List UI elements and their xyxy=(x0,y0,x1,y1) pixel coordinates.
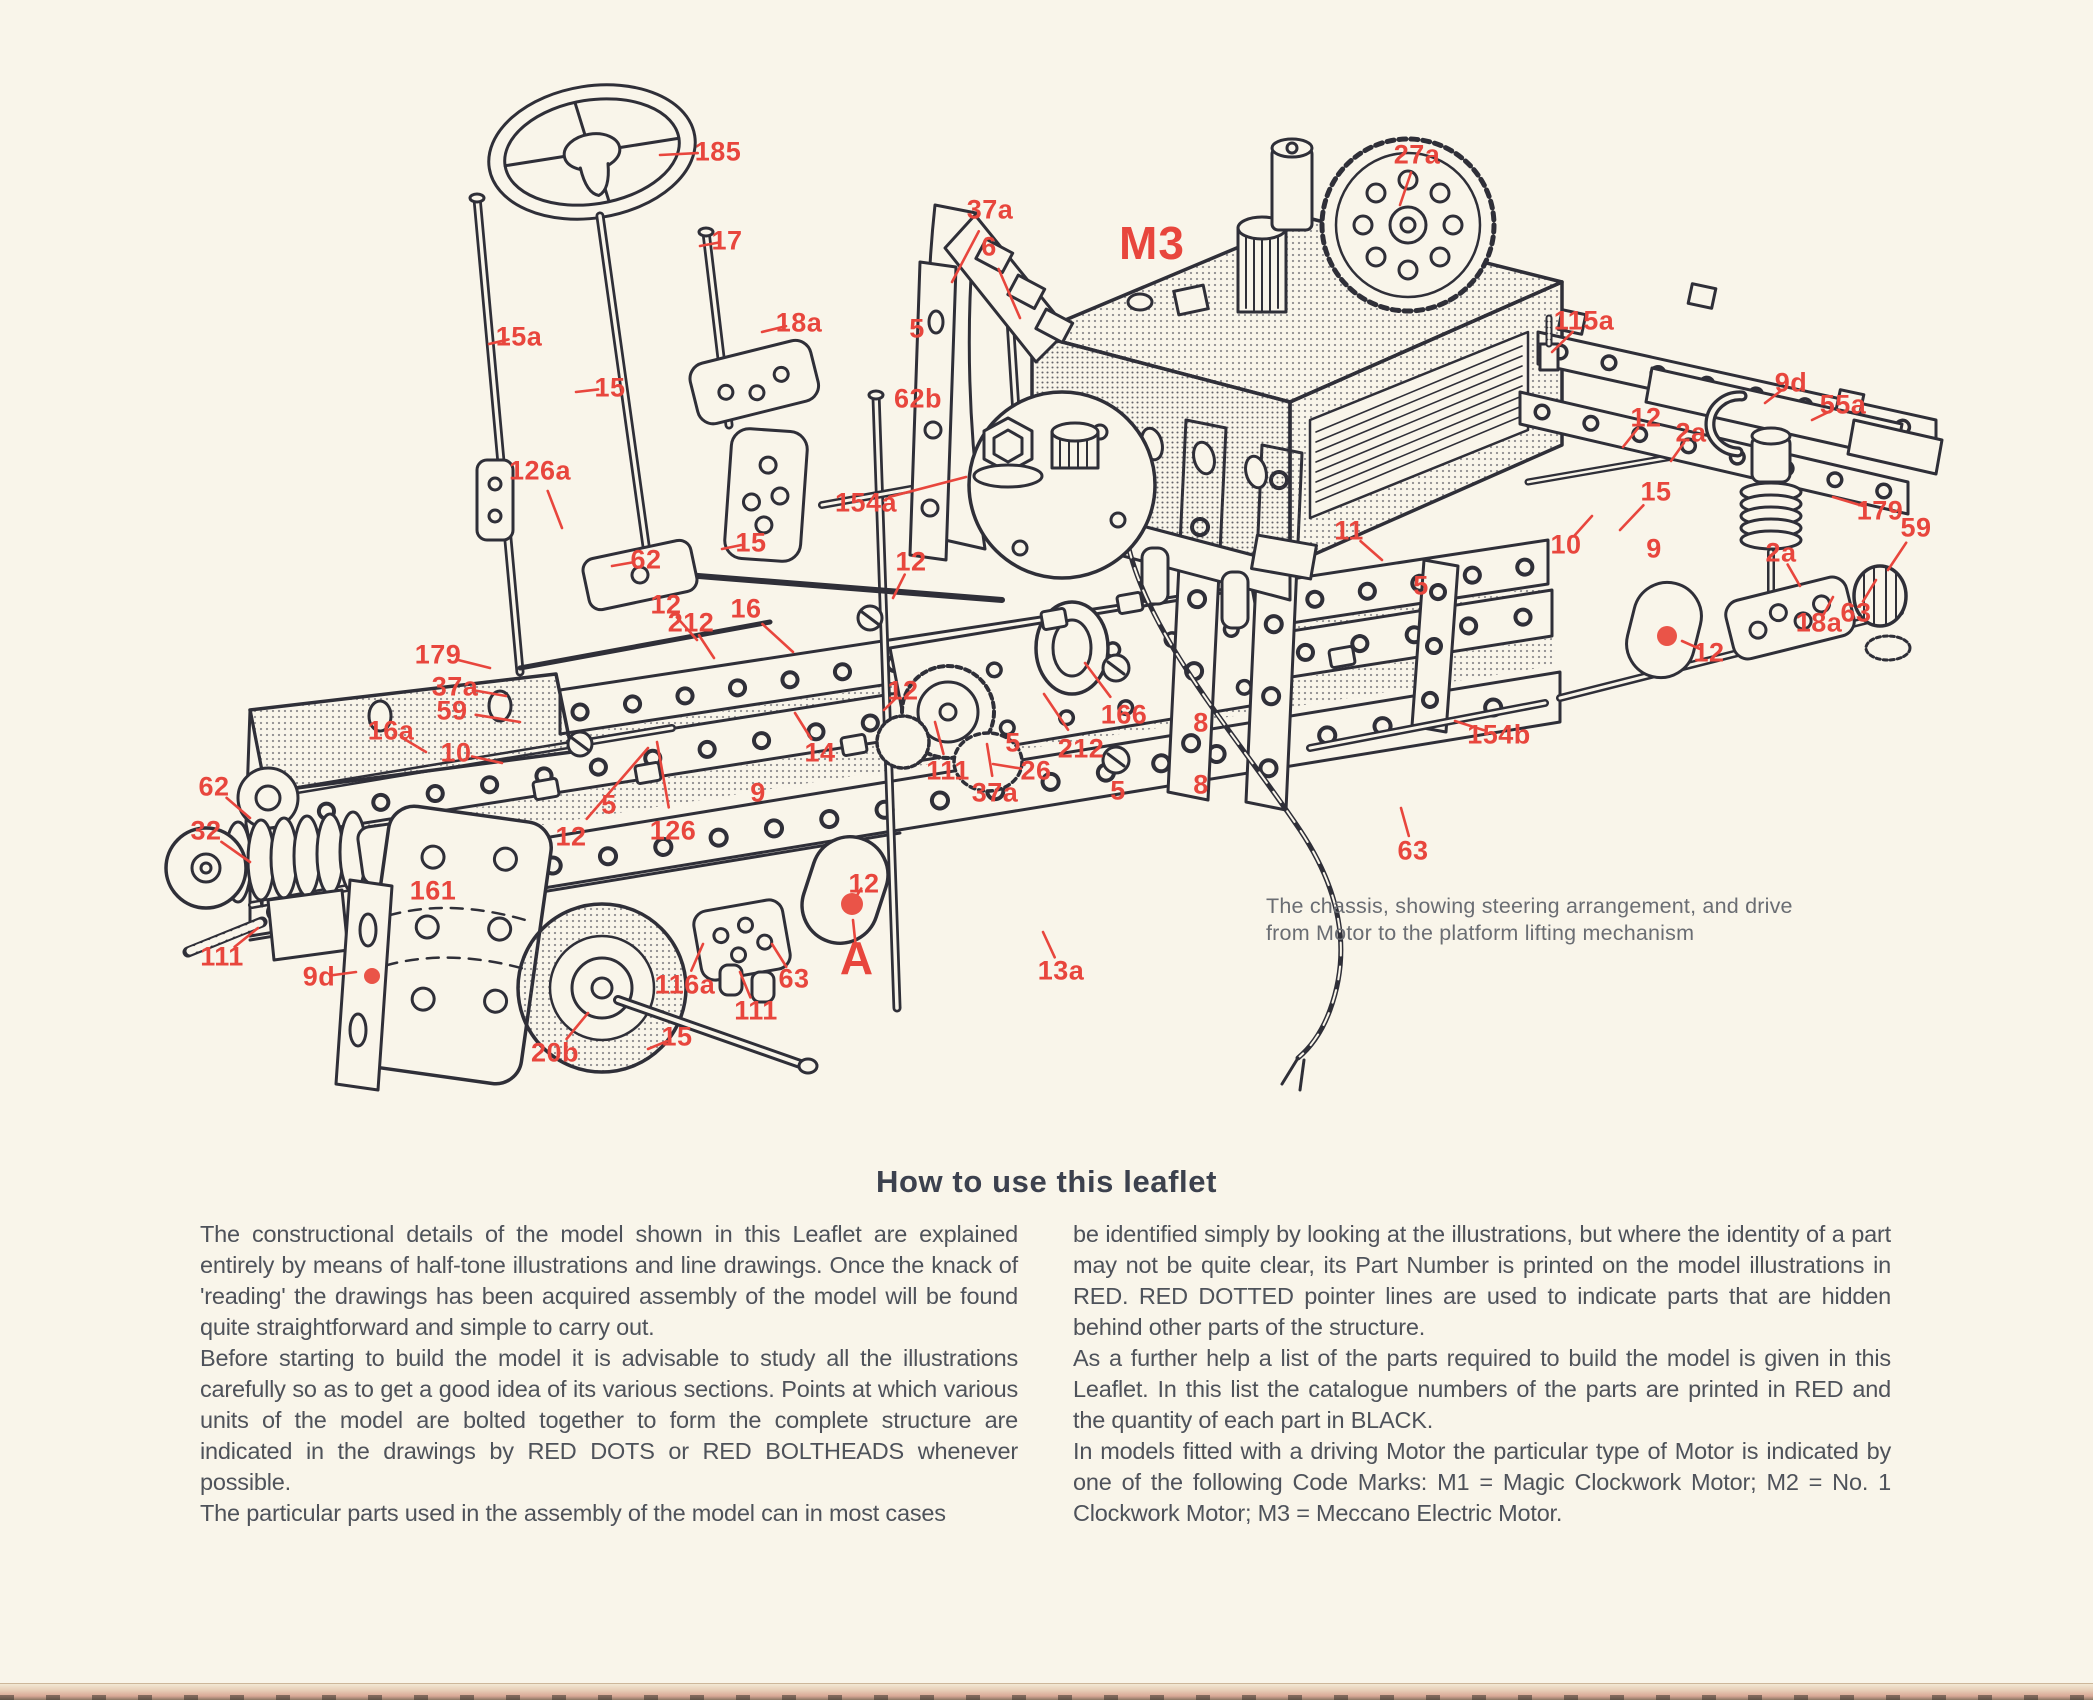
part-label-62b: 62b xyxy=(893,383,943,414)
part-label-9: 9 xyxy=(1646,533,1662,564)
part-label-5: 5 xyxy=(1413,570,1429,601)
red-assembly-dot xyxy=(364,968,380,984)
red-assembly-dot xyxy=(1657,626,1677,646)
part-label-63: 63 xyxy=(778,963,810,994)
part-label-8: 8 xyxy=(1193,769,1209,800)
part-label-5: 5 xyxy=(601,789,617,820)
part-label-37a: 37a xyxy=(971,777,1019,808)
part-label-9d: 9d xyxy=(1774,367,1808,398)
part-label-62: 62 xyxy=(630,544,662,575)
part-label-15: 15 xyxy=(1640,476,1672,507)
part-label-126: 126 xyxy=(649,815,697,846)
part-label-12: 12 xyxy=(887,675,919,706)
part-label-10: 10 xyxy=(440,737,472,768)
part-label-37a: 37a xyxy=(431,671,479,702)
part-label-212: 212 xyxy=(1057,733,1105,764)
part-label-12: 12 xyxy=(895,546,927,577)
part-label-179: 179 xyxy=(414,639,462,670)
part-label-8: 8 xyxy=(1193,707,1209,738)
part-label-18a: 18a xyxy=(775,307,823,338)
part-label-179: 179 xyxy=(1856,495,1904,526)
part-label-12: 12 xyxy=(848,868,880,899)
part-label-126a: 126a xyxy=(508,455,572,486)
part-label-18a: 18a xyxy=(1795,607,1843,638)
part-label-185: 185 xyxy=(694,136,742,167)
part-label-14: 14 xyxy=(804,737,836,768)
part-label-62: 62 xyxy=(198,771,230,802)
leader-line xyxy=(548,491,562,528)
part-label-161: 161 xyxy=(409,875,457,906)
part-label-15: 15 xyxy=(594,372,626,403)
part-label-154b: 154b xyxy=(1467,719,1531,750)
part-label-13a: 13a xyxy=(1037,955,1085,986)
part-label-5: 5 xyxy=(909,313,925,344)
part-label-26: 26 xyxy=(1020,755,1052,786)
paragraph: The particular parts used in the assembly of the model can in most cases xyxy=(200,1500,946,1526)
part-label-15: 15 xyxy=(735,527,767,558)
part-label-10: 10 xyxy=(1550,529,1582,560)
paragraph: The constructional details of the model shown in this Leaflet are explained entirely by means of half-tone illustrations and line drawings. Once the knack of 'reading' the drawings has been acquired assembly of the model will be found quite straightforward and simple to carry out. xyxy=(200,1221,1018,1340)
part-label-166: 166 xyxy=(1100,699,1148,730)
part-label-32: 32 xyxy=(190,815,222,846)
article-column-right xyxy=(1073,1219,1891,1529)
part-label-20b: 20b xyxy=(530,1037,580,1068)
part-label-12: 12 xyxy=(555,821,587,852)
paragraph: be identified simply by looking at the illustrations, but where the identity of a part may not be quite clear, its Part Number is printed on the model illustrations in RED. RED DOTTED pointer lines are used to indicate parts that are hidden behind other parts of the structure. xyxy=(1073,1221,1891,1340)
part-label-11: 11 xyxy=(1334,515,1364,546)
part-label-116a: 116a xyxy=(654,969,716,1000)
part-label-2a: 2a xyxy=(1765,537,1797,568)
part-label-15a: 15a xyxy=(495,321,543,352)
leader-line xyxy=(1043,932,1055,957)
part-label-37a: 37a xyxy=(966,194,1014,225)
part-label-5: 5 xyxy=(1005,727,1021,758)
part-label-111: 111 xyxy=(734,995,778,1026)
part-label-115a: 115a xyxy=(1553,305,1615,336)
paragraph: As a further help a list of the parts required to build the model is given in this Leaflet. In this list the catalogue numbers of the parts are printed in RED and the quantity of each part in BLACK. xyxy=(1073,1345,1891,1433)
part-label-15: 15 xyxy=(661,1021,693,1052)
leader-line xyxy=(1888,543,1906,570)
part-label-212: 212 xyxy=(667,607,715,638)
part-label-59: 59 xyxy=(436,695,468,726)
part-label-2a: 2a xyxy=(1675,417,1707,448)
part-label-55a: 55a xyxy=(1819,389,1867,420)
part-label-12: 12 xyxy=(1693,637,1725,668)
part-label-63: 63 xyxy=(1840,597,1872,628)
leader-line xyxy=(1401,808,1409,836)
leader-line xyxy=(762,624,793,652)
part-label-111: 111 xyxy=(926,755,970,786)
page-bottom-edge xyxy=(0,1683,2093,1700)
part-label-m3: M3 xyxy=(1119,217,1185,269)
right-assembly xyxy=(1520,284,1942,685)
part-label-9: 9 xyxy=(750,777,766,808)
leader-line xyxy=(1620,505,1643,530)
part-label-a: A xyxy=(839,932,875,984)
leader-line xyxy=(699,635,714,658)
part-label-59: 59 xyxy=(1900,512,1932,543)
part-label-9d: 9d xyxy=(302,961,336,992)
part-label-17: 17 xyxy=(711,225,743,256)
part-label-12: 12 xyxy=(650,589,682,620)
part-label-6: 6 xyxy=(981,231,997,262)
part-label-27a: 27a xyxy=(1393,139,1441,170)
part-label-12: 12 xyxy=(1630,402,1662,433)
part-label-5: 5 xyxy=(1110,775,1126,806)
part-label-16a: 16a xyxy=(367,715,415,746)
page-title: How to use this leaflet xyxy=(875,1164,1218,1199)
illustration-caption: The chassis, showing steering arrangement, and drive from Motor to the platform lifting mechanism xyxy=(1266,894,1793,945)
article-column-left xyxy=(200,1219,1018,1529)
part-label-63: 63 xyxy=(1397,835,1429,866)
part-label-111: 111 xyxy=(200,941,244,972)
part-label-16: 16 xyxy=(730,593,762,624)
part-label-154a: 154a xyxy=(834,487,898,518)
paragraph: Before starting to build the model it is advisable to study all the illustrations carefully so as to get a good idea of its various sections. Points at which various units of the model are bolted together to form the complete structure are indicated in the drawings by RED DOTS or RED BOLTHEADS whenever possible. xyxy=(200,1345,1018,1495)
page-edge-speckle xyxy=(0,1695,2093,1700)
paragraph: In models fitted with a driving Motor the particular type of Motor is indicated by one of the following Code Marks: M1 = Magic Clockwork Motor; M2 = No. 1 Clockwork Motor; M3 = Meccano Electric Motor. xyxy=(1073,1438,1891,1526)
